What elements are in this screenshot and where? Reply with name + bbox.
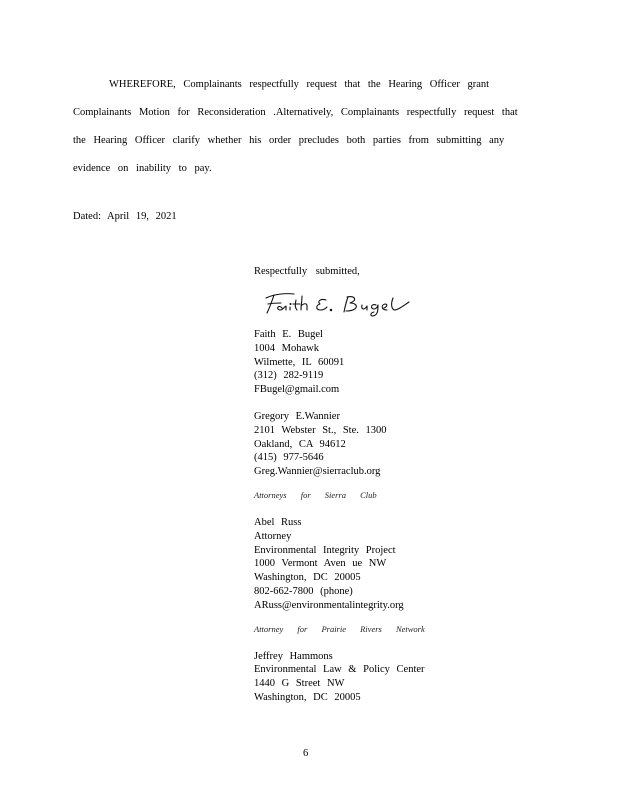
dated-line: Dated: April 19, 2021 bbox=[73, 211, 177, 222]
contact-name: Faith E. Bugel bbox=[254, 329, 323, 340]
contact-email: Greg.Wannier@sierraclub.org bbox=[254, 466, 381, 478]
contact-city: Washington, DC 20005 bbox=[254, 572, 361, 584]
closing-line: Respectfully submitted, bbox=[254, 266, 360, 277]
handwritten-signature bbox=[260, 288, 430, 318]
contact-street: 1004 Mohawk bbox=[254, 342, 319, 354]
attorney-contact-bugel bbox=[254, 328, 594, 397]
body-line: Complainants Motion for Reconsideration .Alternatively, Complainants respectfully request that bbox=[73, 107, 518, 118]
contact-phone: 802-662-7800 (phone) bbox=[254, 585, 353, 597]
contact-street: 2101 Webster St., Ste. 1300 bbox=[254, 424, 387, 436]
contact-organization: Environmental Law & Policy Center bbox=[254, 664, 425, 676]
page-number: 6 bbox=[303, 748, 309, 759]
contact-city: Wilmette, IL 60091 bbox=[254, 356, 345, 368]
body-line: evidence on inability to pay. bbox=[73, 163, 212, 174]
contact-city: Oakland, CA 94612 bbox=[254, 438, 346, 450]
signature-block bbox=[254, 266, 594, 718]
contact-name: Abel Russ bbox=[254, 516, 302, 528]
contact-street: 1000 Vermont Aven ue NW bbox=[254, 558, 387, 570]
body-line: WHEREFORE, Complainants respectfully request that the Hearing Officer grant bbox=[109, 79, 490, 90]
contact-phone: (312) 282-9119 bbox=[254, 370, 324, 382]
contact-email: ARuss@environmentalintegrity.org bbox=[254, 599, 404, 611]
contact-name: Jeffrey Hammons bbox=[254, 650, 333, 662]
contact-email: FBugel@gmail.com bbox=[254, 384, 340, 396]
role-label-sierra-club: Attorneys for Sierra Club bbox=[254, 489, 377, 500]
contact-name: Gregory E.Wannier bbox=[254, 410, 340, 422]
contact-phone: (415) 977-5646 bbox=[254, 452, 324, 464]
contact-title: Attorney bbox=[254, 530, 292, 542]
contact-organization: Environmental Integrity Project bbox=[254, 544, 396, 556]
body-line: the Hearing Officer clarify whether his order precludes both parties from submitting any bbox=[73, 135, 505, 146]
contact-street: 1440 G Street NW bbox=[254, 678, 345, 690]
contact-city: Washington, DC 20005 bbox=[254, 691, 361, 703]
attorney-contact-hammons bbox=[254, 650, 594, 705]
attorney-contact-wannier bbox=[254, 410, 594, 479]
conclusion-paragraph bbox=[73, 71, 539, 183]
role-label-prairie-rivers: Attorney for Prairie Rivers Network bbox=[254, 623, 425, 634]
attorney-contact-russ bbox=[254, 516, 594, 613]
